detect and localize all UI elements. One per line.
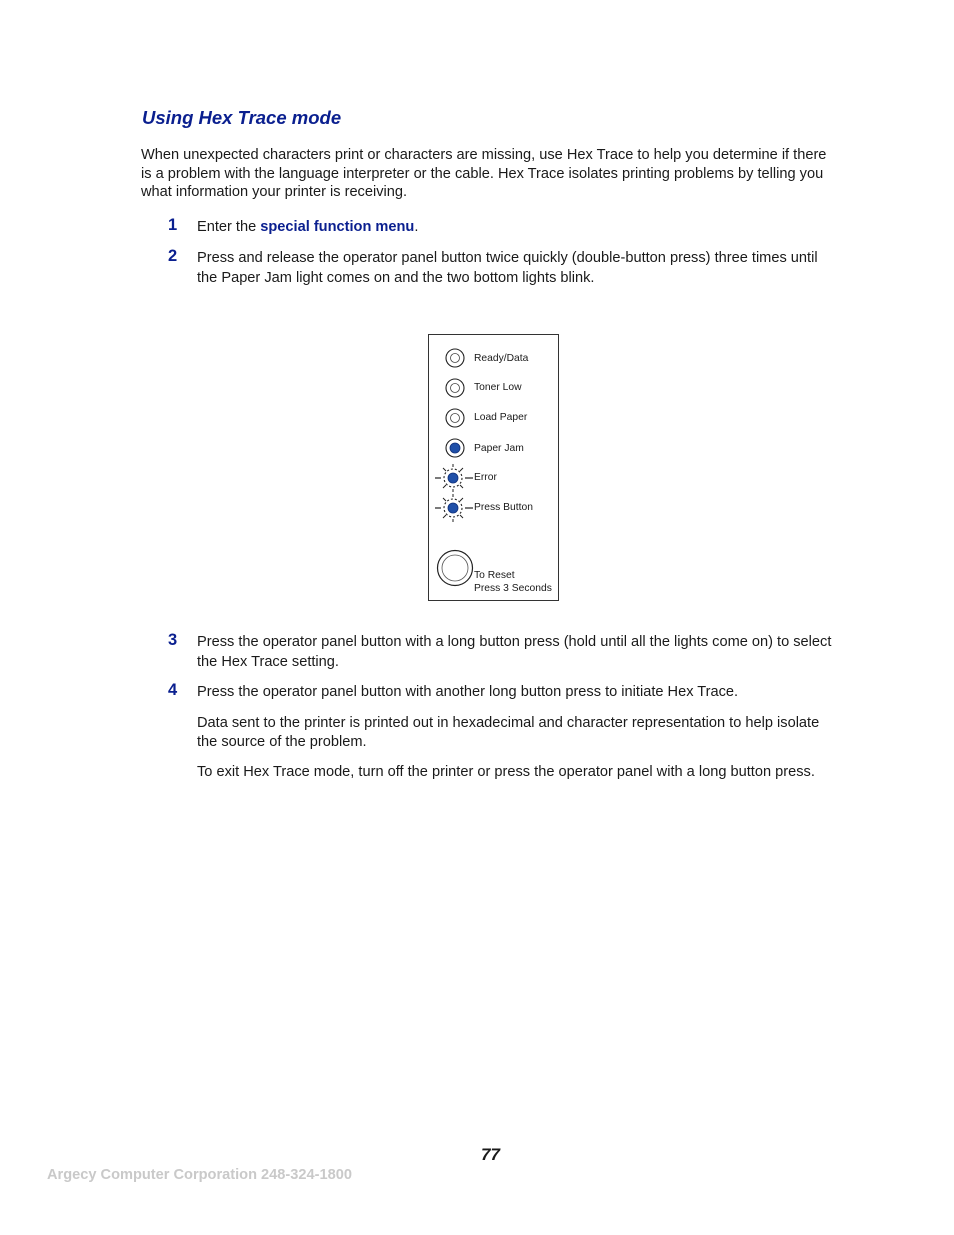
light-label-load-paper: Load Paper — [474, 412, 528, 423]
step-1 — [168, 218, 838, 238]
step-number: 3 — [168, 631, 178, 649]
reset-instruction: To Reset Press 3 Seconds — [474, 570, 552, 594]
step-number: 4 — [168, 681, 178, 699]
step-number: 1 — [168, 216, 178, 234]
step-4 — [168, 683, 838, 703]
step-text: Press and release the operator panel button twice quickly (double-button press) three times until the Paper Jam light comes on and the two bottom lights blink. — [197, 250, 818, 286]
operator-panel-diagram — [428, 334, 559, 601]
special-function-menu-link[interactable]: special function menu — [260, 219, 415, 235]
step-4-detail-paragraph: Data sent to the printer is printed out in hexadecimal and character representation to help isolate the source of the problem. — [197, 715, 820, 750]
light-label-error: Error — [474, 472, 497, 483]
light-label-ready-data: Ready/Data — [474, 353, 529, 364]
step-number: 2 — [168, 247, 178, 265]
light-label-paper-jam: Paper Jam — [474, 443, 524, 454]
intro-paragraph: When unexpected characters print or characters are missing, use Hex Trace to help you determine if there is a problem with the language interpreter or the cable. Hex Trace isolates printing problems by telling you what information your printer is receiving. — [141, 147, 827, 201]
light-load-paper — [446, 409, 464, 427]
section-title: Using Hex Trace mode — [142, 107, 342, 128]
light-press-button-blinking — [435, 494, 473, 522]
step-text: Press the operator panel button with another long button press to initiate Hex Trace. — [197, 684, 739, 700]
step-2 — [168, 249, 838, 288]
step-text: Press the operator panel button with a long button press (hold until all the lights come on) to select the Hex Trace setting. — [197, 634, 832, 670]
light-label-press-button: Press Button — [474, 502, 533, 513]
light-ready-data — [446, 349, 464, 367]
step-text: Enter the special function menu. — [197, 219, 419, 235]
step-4-exit-paragraph: To exit Hex Trace mode, turn off the printer or press the operator panel with a long button press. — [197, 764, 815, 780]
operator-panel-lights-svg — [429, 335, 560, 602]
light-toner-low — [446, 379, 464, 397]
operator-panel-button — [438, 551, 473, 586]
step-3 — [168, 633, 838, 672]
light-label-toner-low: Toner Low — [474, 382, 522, 393]
page-number: 77 — [481, 1145, 500, 1164]
light-paper-jam — [446, 439, 464, 457]
footer-watermark: Argecy Computer Corporation 248-324-1800 — [47, 1167, 352, 1183]
light-error-blinking — [435, 464, 473, 492]
